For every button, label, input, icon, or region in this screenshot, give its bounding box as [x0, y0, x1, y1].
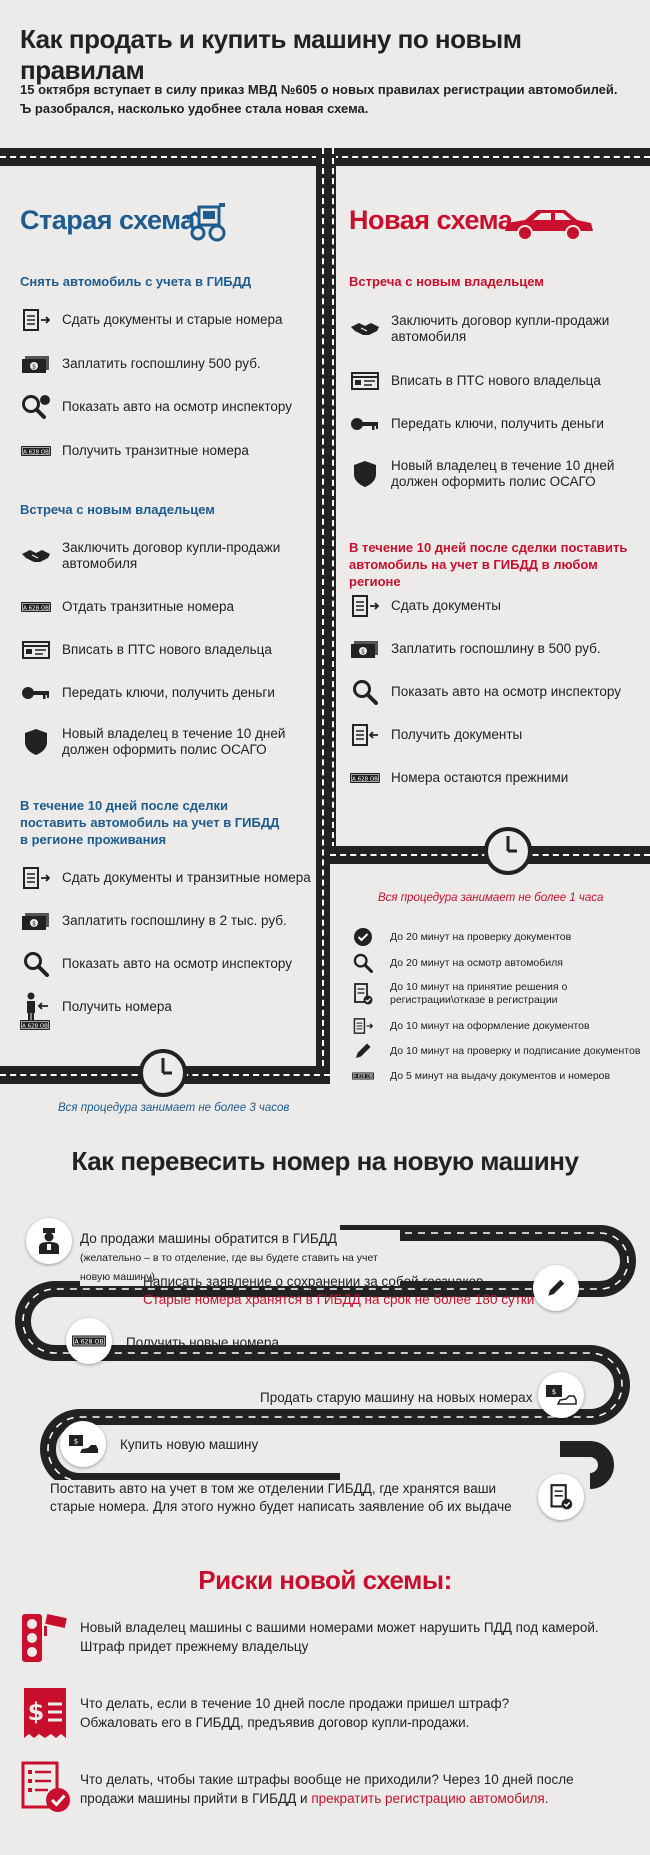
svg-text:$: $	[27, 1698, 45, 1726]
transfer-step6: Поставить авто на учет в том же отделении ГИБДД, где хранятся ваши старые номера. Для этого нужно будет написать заявление об их выдаче	[50, 1480, 530, 1516]
new-step-contract: Заключить договор купли-продажи автомобиля	[349, 313, 639, 345]
license-plate-icon	[352, 1066, 374, 1086]
pts-document-icon	[349, 366, 381, 396]
handshake-icon	[349, 314, 381, 344]
car-buy-icon	[60, 1421, 106, 1467]
new-step-get-docs: Получить документы	[349, 720, 639, 750]
old-step-get-plates: Получить номера	[20, 992, 310, 1022]
risk3: Что делать, чтобы такие штрафы вообще не приходили? Через 10 дней после продажи машины прийти в ГИБДД и прекратить регистрацию автомобиля.	[80, 1772, 574, 1806]
shield-icon	[349, 459, 381, 489]
license-plate-icon	[20, 592, 52, 622]
document-out-icon	[349, 591, 381, 621]
old-step-contract: Заключить договор купли-продажи автомобиля	[20, 540, 310, 572]
timing-signing: До 10 минут на проверку и подписание документов	[352, 1041, 647, 1061]
money-icon	[20, 906, 52, 936]
key-icon	[349, 409, 381, 439]
transfer-step4: Продать старую машину на новых номерах	[260, 1390, 533, 1405]
old-section1-heading: Снять автомобиль с учета в ГИБДД	[20, 274, 252, 289]
pen-icon	[533, 1265, 579, 1311]
transfer-title: Как перевесить номер на новую машину	[71, 1146, 579, 1176]
timing-check: До 20 минут на проверку документов	[352, 927, 642, 947]
check-icon	[352, 927, 374, 947]
transfer-step5: Купить новую машину	[120, 1437, 259, 1452]
risk1: Новый владелец машины с вашими номерами может нарушить ПДД под камерой. Штраф придет прежнему владельцу	[80, 1620, 599, 1654]
clock-icon	[483, 826, 533, 876]
key-icon	[20, 678, 52, 708]
car-icon	[503, 205, 595, 243]
new-step-osago: Новый владелец в течение 10 дней должен оформить полис ОСАГО	[349, 458, 619, 490]
old-step-hand-over: Сдать документы и старые номера	[20, 305, 310, 335]
old-duration: Вся процедура занимает не более 3 часов	[58, 1102, 290, 1114]
license-plate-icon	[20, 1020, 50, 1030]
road-center-right	[330, 148, 336, 848]
shield-icon	[20, 727, 52, 757]
search-icon	[349, 677, 381, 707]
old-step-inspection: Показать авто на осмотр инспектору	[20, 392, 310, 422]
documents-icon	[352, 1016, 374, 1036]
risks-title: Риски новой схемы:	[198, 1565, 452, 1595]
search-person-icon	[20, 392, 52, 422]
transfer-step3: Получить новые номера	[126, 1335, 279, 1350]
search-icon	[352, 953, 374, 973]
document-in-icon	[349, 720, 381, 750]
document-approve-icon	[20, 1760, 74, 1814]
car-sale-icon	[538, 1372, 584, 1418]
old-section2-heading: Встреча с новым владельцем	[20, 502, 215, 517]
timing-issue: До 5 минут на выдачу документов и номеров	[352, 1066, 642, 1086]
svg-text:$: $	[551, 1388, 557, 1396]
old-step-fee: Заплатить госпошлину 500 руб.	[20, 349, 310, 379]
search-icon	[20, 949, 52, 979]
old-step-docs-transit: Сдать документы и транзитные номера	[20, 863, 320, 893]
svg-text:$: $	[73, 1437, 79, 1446]
document-check-icon	[352, 984, 374, 1004]
document-out-icon	[20, 305, 52, 335]
old-step-keys: Передать ключи, получить деньги	[20, 678, 310, 708]
pts-document-icon	[20, 635, 52, 665]
document-check-icon	[538, 1474, 584, 1520]
police-officer-icon	[26, 1218, 72, 1264]
new-section2-heading: В течение 10 дней после сделки поставить автомобиль на учет в ГИБДД в любом регионе	[349, 540, 628, 589]
pen-icon	[352, 1041, 374, 1061]
new-step-inspection: Показать авто на осмотр инспектору	[349, 677, 644, 707]
timing-inspect: До 20 минут на осмотр автомобиля	[352, 953, 642, 973]
new-duration: Вся процедура занимает не более 1 часа	[378, 892, 604, 904]
old-step-inspection-2: Показать авто на осмотр инспектору	[20, 949, 310, 979]
handshake-icon	[20, 541, 52, 571]
page-title: Как продать и купить машину по новым правилам	[20, 24, 522, 85]
new-step-docs: Сдать документы	[349, 591, 639, 621]
money-icon	[349, 634, 381, 664]
old-step-osago: Новый владелец в течение 10 дней должен оформить полис ОСАГО	[20, 726, 290, 758]
intro-text: 15 октября вступает в силу приказ МВД №605 о новых правилах регистрации автомобилей. Ъ разобрался, насколько удобнее стала новая схема.	[20, 82, 618, 116]
clock-icon	[138, 1048, 188, 1098]
old-step-pts: Вписать в ПТС нового владельца	[20, 635, 310, 665]
money-icon	[20, 349, 52, 379]
license-plate-icon	[20, 436, 52, 466]
new-step-pts: Вписать в ПТС нового владельца	[349, 366, 639, 396]
timing-paperwork: До 10 минут на оформление документов	[352, 1016, 642, 1036]
person-arrow-icon	[20, 992, 52, 1022]
license-plate-icon	[349, 763, 381, 793]
risk2: Что делать, если в течение 10 дней после продажи пришел штраф? Обжаловать его в ГИБДД, предъявив договор купли-продажи.	[80, 1696, 510, 1730]
timing-decision: До 10 минут на принятие решения о регистрации\отказе в регистрации	[352, 981, 602, 1007]
documents-icon	[20, 863, 52, 893]
old-step-transit-plates: Получить транзитные номера	[20, 436, 310, 466]
horse-carriage-icon	[185, 203, 227, 243]
old-section3-heading: В течение 10 дней после сделки поставить автомобиль на учет в ГИБДД в регионе проживания	[20, 798, 280, 847]
new-step-plates-same: Номера остаются прежними	[349, 763, 639, 793]
new-section1-heading: Встреча с новым владельцем	[349, 274, 544, 289]
new-scheme-title: Новая схема	[349, 205, 513, 235]
old-step-fee-2k: Заплатить госпошлину в 2 тыс. руб.	[20, 906, 310, 936]
fine-receipt-icon	[20, 1686, 70, 1740]
old-step-give-transit: Отдать транзитные номера	[20, 592, 310, 622]
road-center-left	[316, 148, 330, 1066]
license-plate-icon	[66, 1318, 112, 1364]
transfer-step1: До продажи машины обратится в ГИБДД (желательно – в то отделение, где вы будете ставить на учет новую машину)	[80, 1230, 400, 1286]
old-scheme-title: Старая схема	[20, 205, 195, 235]
new-step-keys: Передать ключи, получить деньги	[349, 409, 639, 439]
transfer-step2: Написать заявление о сохранении за собой госзнаков. Старые номера хранятся в ГИБДД на срок не более 180 сутки	[143, 1274, 535, 1307]
traffic-camera-icon	[20, 1612, 72, 1664]
new-step-fee: Заплатить госпошлину в 500 руб.	[349, 634, 639, 664]
